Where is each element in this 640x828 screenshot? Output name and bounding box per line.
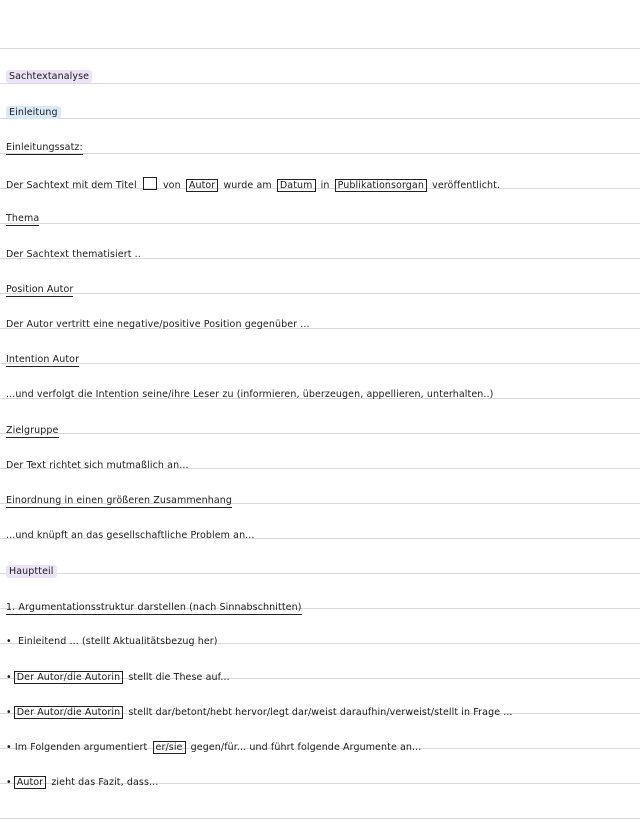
autor-autorin-placeholder: Der Autor/die Autorin bbox=[14, 671, 124, 684]
section-heading-einleitung: Einleitung bbox=[6, 106, 61, 119]
bullet-2-text: stellt die These auf... bbox=[128, 672, 230, 683]
bullet-dot: • bbox=[6, 636, 18, 647]
einleitung-heading-line bbox=[6, 107, 61, 118]
bullet-5 bbox=[6, 777, 158, 788]
thema-label: Thema bbox=[6, 213, 40, 224]
bullet-dot: • bbox=[6, 777, 12, 788]
satz-part-4: in bbox=[320, 180, 330, 191]
satz-part-2: von bbox=[162, 180, 181, 191]
bullet-4 bbox=[6, 742, 421, 753]
einleitungssatz-label-line bbox=[6, 142, 83, 153]
satz-part-5: veröffentlicht. bbox=[432, 180, 501, 191]
hauptteil-heading-line bbox=[6, 566, 57, 577]
zielgruppe-text: Der Text richtet sich mutmaßlich an... bbox=[6, 460, 189, 471]
autor-placeholder: Autor bbox=[14, 776, 46, 789]
bullet-1-text: Einleitend ... (stellt Aktualitätsbezug her) bbox=[17, 636, 218, 647]
bullet-dot: • bbox=[6, 742, 12, 753]
thema-label-line bbox=[6, 213, 39, 224]
position-label-line bbox=[6, 284, 73, 295]
bullet-4-text-a: Im Folgenden argumentiert bbox=[14, 742, 148, 753]
einleitungssatz-line bbox=[6, 177, 500, 191]
bullet-dot: • bbox=[6, 707, 12, 718]
datum-placeholder: Datum bbox=[277, 179, 316, 192]
bullet-1 bbox=[6, 636, 218, 647]
bullet-4-text-b: gegen/für... und führt folgende Argumente an... bbox=[190, 742, 422, 753]
page-title: Sachtextanalyse bbox=[6, 70, 92, 83]
autor-autorin-placeholder: Der Autor/die Autorin bbox=[14, 706, 124, 719]
thema-text: Der Sachtext thematisiert .. bbox=[6, 249, 141, 260]
title-line bbox=[6, 71, 92, 82]
publikationsorgan-placeholder: Publikationsorgan bbox=[335, 179, 427, 192]
bullet-2 bbox=[6, 672, 230, 683]
section-heading-hauptteil: Hauptteil bbox=[6, 565, 57, 578]
intention-text: ...und verfolgt die Intention seine/ihre Leser zu (informieren, überzeugen, appellieren, unterhalten..) bbox=[6, 389, 494, 400]
intention-label-line bbox=[6, 354, 79, 365]
position-label: Position Autor bbox=[6, 284, 74, 295]
intention-label: Intention Autor bbox=[6, 354, 80, 365]
einordnung-text: ...und knüpft an das gesellschaftliche Problem an... bbox=[6, 530, 255, 541]
einleitungssatz-label: Einleitungssatz: bbox=[6, 142, 83, 153]
position-text: Der Autor vertritt eine negative/positive Position gegenüber ... bbox=[6, 319, 310, 330]
bullet-dot: • bbox=[6, 672, 12, 683]
einordnung-label: Einordnung in einen größeren Zusammenhang bbox=[6, 495, 233, 506]
satz-part-1: Der Sachtext mit dem Titel bbox=[6, 180, 137, 191]
bullet-3-text: stellt dar/betont/hebt hervor/legt dar/weist daraufhin/verweist/stellt in Frage ... bbox=[128, 707, 513, 718]
autor-placeholder: Autor bbox=[186, 179, 218, 192]
satz-part-3: wurde am bbox=[223, 180, 272, 191]
hauptteil-subheading-1: 1. Argumentationsstruktur darstellen (nach Sinnabschnitten) bbox=[6, 602, 302, 613]
bullet-5-text: zieht das Fazit, dass... bbox=[51, 777, 159, 788]
zielgruppe-label-line bbox=[6, 425, 59, 436]
einordnung-label-line bbox=[6, 495, 232, 506]
er-sie-placeholder: er/sie bbox=[153, 741, 186, 754]
titel-placeholder-box bbox=[143, 177, 157, 190]
hauptteil-sub1-line bbox=[6, 602, 302, 613]
zielgruppe-label: Zielgruppe bbox=[6, 425, 59, 436]
bullet-3 bbox=[6, 707, 513, 718]
